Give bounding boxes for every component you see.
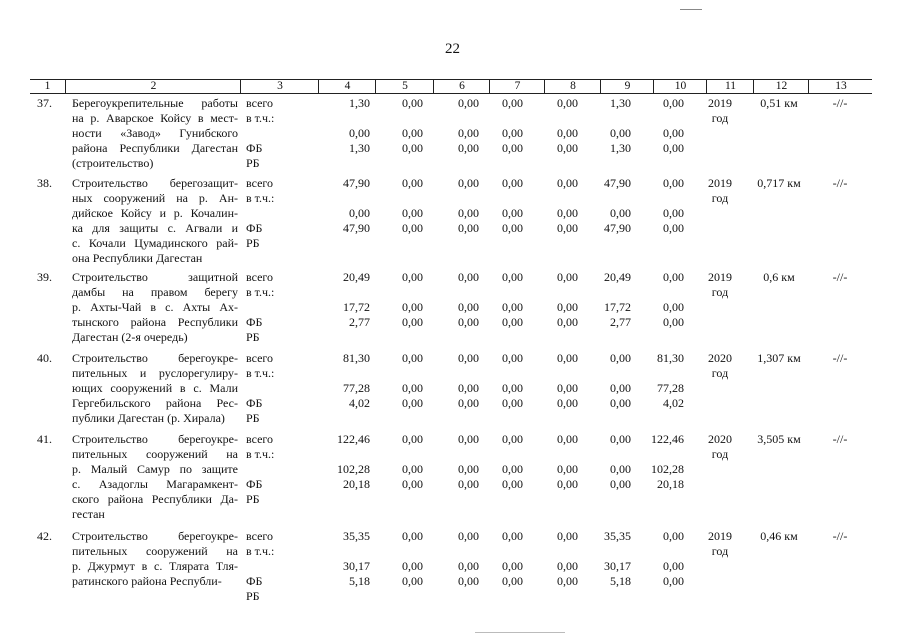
project-name-line: Строительство берегоукре- — [72, 351, 238, 365]
amount-cell: 0,00 — [610, 381, 631, 395]
project-name-line: района Республики Дагестан — [72, 141, 238, 155]
amount-cell: 0,00 — [557, 529, 578, 543]
amount-cell: 0,00 — [663, 270, 684, 284]
amount-cell: 0,00 — [402, 141, 423, 155]
project-name-line: пительных сооружений на — [72, 544, 238, 558]
amount-cell: 4,02 — [349, 396, 370, 410]
amount-cell: 0,00 — [663, 315, 684, 329]
amount-cell: 30,17 — [604, 559, 631, 573]
amount-cell: 35,35 — [604, 529, 631, 543]
ditto-mark: -//- — [832, 351, 848, 365]
year-label: год — [711, 191, 729, 205]
amount-cell: 0,00 — [663, 221, 684, 235]
amount-cell: 0,00 — [402, 396, 423, 410]
amount-cell: 0,00 — [502, 206, 523, 220]
funding-type: ФБ — [246, 221, 263, 235]
funding-type: ФБ — [246, 477, 263, 491]
funding-type: в т.ч.: — [246, 285, 275, 299]
amount-cell: 0,00 — [557, 462, 578, 476]
amount-cell: 0,00 — [557, 300, 578, 314]
amount-cell: 102,28 — [651, 462, 684, 476]
project-name-line: Строительство защитной — [72, 270, 238, 284]
amount-cell: 30,17 — [343, 559, 370, 573]
amount-cell: 0,00 — [610, 126, 631, 140]
year-label: год — [711, 447, 729, 461]
amount-cell: 0,00 — [502, 574, 523, 588]
amount-cell: 35,35 — [343, 529, 370, 543]
funding-type: всего — [246, 432, 274, 446]
amount-cell: 0,00 — [402, 315, 423, 329]
amount-cell: 0,00 — [610, 206, 631, 220]
amount-cell: 0,00 — [458, 381, 479, 395]
project-name-line: ных сооружений на р. Ан- — [72, 191, 238, 205]
completion-year: 2019 — [708, 529, 732, 543]
column-header-8: 8 — [544, 80, 601, 93]
completion-year: 2019 — [708, 176, 732, 190]
amount-cell: 0,00 — [402, 206, 423, 220]
amount-cell: 5,18 — [610, 574, 631, 588]
amount-cell: 122,46 — [651, 432, 684, 446]
amount-cell: 0,00 — [610, 396, 631, 410]
amount-cell: 0,00 — [610, 462, 631, 476]
project-name-line: ности «Завод» Гунибского — [72, 126, 238, 140]
project-name-line: тынского района Республики — [72, 315, 238, 329]
amount-cell: 0,00 — [663, 141, 684, 155]
project-name-line: пительных сооружений на — [72, 447, 238, 461]
amount-cell: 0,00 — [502, 396, 523, 410]
funding-type: в т.ч.: — [246, 191, 275, 205]
amount-cell: 0,00 — [557, 396, 578, 410]
project-name-line: р. Ахты-Чай в с. Ахты Ах- — [72, 300, 238, 314]
amount-cell: 0,00 — [458, 141, 479, 155]
length-km: 1,307 км — [757, 351, 801, 365]
amount-cell: 0,00 — [502, 432, 523, 446]
ditto-mark: -//- — [832, 529, 848, 543]
amount-cell: 0,00 — [458, 206, 479, 220]
amount-cell: 0,00 — [402, 221, 423, 235]
completion-year: 2020 — [708, 432, 732, 446]
completion-year: 2020 — [708, 351, 732, 365]
amount-cell: 0,00 — [458, 477, 479, 491]
amount-cell: 0,00 — [663, 206, 684, 220]
amount-cell: 0,00 — [402, 529, 423, 543]
amount-cell: 17,72 — [604, 300, 631, 314]
project-name-line: дамбы на правом берегу — [72, 285, 238, 299]
project-name-line: ка для защиты с. Агвали и — [72, 221, 238, 235]
amount-cell: 47,90 — [604, 176, 631, 190]
amount-cell: 0,00 — [557, 432, 578, 446]
amount-cell: 0,00 — [610, 477, 631, 491]
completion-year: 2019 — [708, 96, 732, 110]
amount-cell: 5,18 — [349, 574, 370, 588]
amount-cell: 0,00 — [349, 126, 370, 140]
row-number: 41. — [37, 432, 52, 446]
amount-cell: 0,00 — [502, 270, 523, 284]
amount-cell: 0,00 — [557, 351, 578, 365]
amount-cell: 0,00 — [557, 477, 578, 491]
amount-cell: 0,00 — [502, 381, 523, 395]
amount-cell: 0,00 — [458, 351, 479, 365]
amount-cell: 0,00 — [502, 221, 523, 235]
amount-cell: 20,18 — [343, 477, 370, 491]
amount-cell: 17,72 — [343, 300, 370, 314]
year-label: год — [711, 366, 729, 380]
column-header-11: 11 — [706, 80, 754, 93]
amount-cell: 0,00 — [458, 300, 479, 314]
project-name-line: ющих сооружений в с. Мали — [72, 381, 238, 395]
funding-type: ФБ — [246, 396, 263, 410]
project-name-line: Берегоукрепительные работы — [72, 96, 238, 110]
project-name-line: дийское Койсу и р. Кочалин- — [72, 206, 238, 220]
column-header-5: 5 — [375, 80, 434, 93]
amount-cell: 0,00 — [502, 529, 523, 543]
funding-type: в т.ч.: — [246, 544, 275, 558]
amount-cell: 81,30 — [657, 351, 684, 365]
amount-cell: 0,00 — [458, 176, 479, 190]
amount-cell: 0,00 — [402, 477, 423, 491]
amount-cell: 0,00 — [557, 381, 578, 395]
length-km: 0,6 км — [763, 270, 795, 284]
amount-cell: 1,30 — [349, 96, 370, 110]
amount-cell: 20,18 — [657, 477, 684, 491]
length-km: 3,505 км — [757, 432, 801, 446]
funding-type: РБ — [246, 589, 260, 603]
project-name-line: она Республики Дагестан — [72, 251, 203, 265]
table-header — [30, 79, 872, 94]
amount-cell: 0,00 — [557, 206, 578, 220]
column-header-3: 3 — [240, 80, 319, 93]
column-header-12: 12 — [753, 80, 809, 93]
project-name-line: с. Кочали Цумадинского рай- — [72, 236, 238, 250]
amount-cell: 77,28 — [343, 381, 370, 395]
project-name-line: пительных и руслорегулиру- — [72, 366, 238, 380]
amount-cell: 0,00 — [557, 559, 578, 573]
project-name-line: гестан — [72, 507, 105, 521]
amount-cell: 0,00 — [458, 315, 479, 329]
amount-cell: 0,00 — [458, 574, 479, 588]
amount-cell: 0,00 — [458, 432, 479, 446]
length-km: 0,46 км — [760, 529, 798, 543]
amount-cell: 0,00 — [502, 176, 523, 190]
completion-year: 2019 — [708, 270, 732, 284]
funding-type: ФБ — [246, 574, 263, 588]
project-name-line: Строительство берегоукре- — [72, 432, 238, 446]
funding-type: всего — [246, 529, 274, 543]
ditto-mark: -//- — [832, 432, 848, 446]
amount-cell: 0,00 — [502, 462, 523, 476]
amount-cell: 0,00 — [557, 270, 578, 284]
row-number: 40. — [37, 351, 52, 365]
project-name-line: публики Дагестан (р. Хирала) — [72, 411, 225, 425]
amount-cell: 0,00 — [458, 270, 479, 284]
page-number: 22 — [445, 41, 460, 57]
amount-cell: 0,00 — [458, 559, 479, 573]
column-header-4: 4 — [318, 80, 376, 93]
ditto-mark: -//- — [832, 270, 848, 284]
amount-cell: 0,00 — [402, 351, 423, 365]
amount-cell: 0,00 — [557, 126, 578, 140]
amount-cell: 0,00 — [502, 559, 523, 573]
column-header-9: 9 — [600, 80, 654, 93]
column-header-6: 6 — [433, 80, 490, 93]
project-name-line: Строительство берегозащит- — [72, 176, 238, 190]
amount-cell: 0,00 — [557, 574, 578, 588]
length-km: 0,51 км — [760, 96, 798, 110]
amount-cell: 20,49 — [604, 270, 631, 284]
amount-cell: 0,00 — [663, 529, 684, 543]
year-label: год — [711, 544, 729, 558]
amount-cell: 0,00 — [557, 141, 578, 155]
year-label: год — [711, 285, 729, 299]
amount-cell: 0,00 — [610, 351, 631, 365]
amount-cell: 0,00 — [402, 559, 423, 573]
funding-type: всего — [246, 270, 274, 284]
amount-cell: 0,00 — [557, 315, 578, 329]
amount-cell: 0,00 — [502, 300, 523, 314]
project-name-line: (строительство) — [72, 156, 154, 170]
amount-cell: 20,49 — [343, 270, 370, 284]
column-header-7: 7 — [489, 80, 545, 93]
row-number: 38. — [37, 176, 52, 190]
amount-cell: 0,00 — [458, 96, 479, 110]
year-label: год — [711, 111, 729, 125]
project-name-line: Строительство берегоукре- — [72, 529, 238, 543]
funding-type: ФБ — [246, 315, 263, 329]
project-name-line: р. Джурмут в с. Тлярата Тля- — [72, 559, 238, 573]
project-name-line: с. Азадоглы Магарамкент- — [72, 477, 238, 491]
amount-cell: 1,30 — [349, 141, 370, 155]
amount-cell: 0,00 — [663, 176, 684, 190]
column-header-2: 2 — [65, 80, 241, 93]
funding-type: всего — [246, 351, 274, 365]
amount-cell: 0,00 — [402, 300, 423, 314]
amount-cell: 0,00 — [663, 574, 684, 588]
amount-cell: 4,02 — [663, 396, 684, 410]
funding-type: всего — [246, 96, 274, 110]
amount-cell: 0,00 — [402, 126, 423, 140]
amount-cell: 0,00 — [557, 96, 578, 110]
funding-type: РБ — [246, 236, 260, 250]
amount-cell: 1,30 — [610, 141, 631, 155]
amount-cell: 2,77 — [610, 315, 631, 329]
amount-cell: 0,00 — [663, 559, 684, 573]
amount-cell: 0,00 — [502, 141, 523, 155]
funding-type: в т.ч.: — [246, 366, 275, 380]
column-header-10: 10 — [653, 80, 707, 93]
row-number: 37. — [37, 96, 52, 110]
amount-cell: 0,00 — [502, 126, 523, 140]
amount-cell: 0,00 — [663, 96, 684, 110]
amount-cell: 0,00 — [663, 300, 684, 314]
amount-cell: 0,00 — [402, 574, 423, 588]
amount-cell: 77,28 — [657, 381, 684, 395]
amount-cell: 2,77 — [349, 315, 370, 329]
amount-cell: 0,00 — [349, 206, 370, 220]
amount-cell: 122,46 — [337, 432, 370, 446]
amount-cell: 0,00 — [458, 529, 479, 543]
amount-cell: 0,00 — [610, 432, 631, 446]
amount-cell: 0,00 — [458, 221, 479, 235]
amount-cell: 0,00 — [663, 126, 684, 140]
amount-cell: 0,00 — [502, 477, 523, 491]
funding-type: РБ — [246, 330, 260, 344]
amount-cell: 47,90 — [604, 221, 631, 235]
amount-cell: 47,90 — [343, 221, 370, 235]
funding-type: в т.ч.: — [246, 447, 275, 461]
row-number: 39. — [37, 270, 52, 284]
funding-type: в т.ч.: — [246, 111, 275, 125]
project-name-line: ратинского района Республи- — [72, 574, 222, 588]
amount-cell: 0,00 — [557, 176, 578, 190]
column-header-1: 1 — [44, 80, 51, 92]
amount-cell: 0,00 — [458, 126, 479, 140]
column-header-13: 13 — [808, 80, 873, 93]
scan-mark — [475, 632, 565, 633]
amount-cell: 0,00 — [502, 315, 523, 329]
ditto-mark: -//- — [832, 96, 848, 110]
amount-cell: 0,00 — [557, 221, 578, 235]
amount-cell: 0,00 — [458, 462, 479, 476]
funding-type: ФБ — [246, 141, 263, 155]
funding-type: всего — [246, 176, 274, 190]
funding-type: РБ — [246, 492, 260, 506]
project-name-line: на р. Аварское Койсу в мест- — [72, 111, 238, 125]
ditto-mark: -//- — [832, 176, 848, 190]
amount-cell: 0,00 — [502, 96, 523, 110]
project-name-line: р. Малый Самур по защите — [72, 462, 238, 476]
amount-cell: 102,28 — [337, 462, 370, 476]
amount-cell: 0,00 — [402, 176, 423, 190]
funding-type: РБ — [246, 411, 260, 425]
length-km: 0,717 км — [757, 176, 801, 190]
amount-cell: 0,00 — [402, 270, 423, 284]
amount-cell: 1,30 — [610, 96, 631, 110]
amount-cell: 0,00 — [402, 432, 423, 446]
row-number: 42. — [37, 529, 52, 543]
amount-cell: 81,30 — [343, 351, 370, 365]
funding-type: РБ — [246, 156, 260, 170]
amount-cell: 0,00 — [502, 351, 523, 365]
amount-cell: 47,90 — [343, 176, 370, 190]
amount-cell: 0,00 — [402, 462, 423, 476]
amount-cell: 0,00 — [402, 381, 423, 395]
project-name-line: Гергебильского района Рес- — [72, 396, 238, 410]
project-name-line: ского района Республики Да- — [72, 492, 238, 506]
project-name-line: Дагестан (2-я очередь) — [72, 330, 188, 344]
amount-cell: 0,00 — [402, 96, 423, 110]
amount-cell: 0,00 — [458, 396, 479, 410]
scan-mark — [680, 9, 702, 10]
